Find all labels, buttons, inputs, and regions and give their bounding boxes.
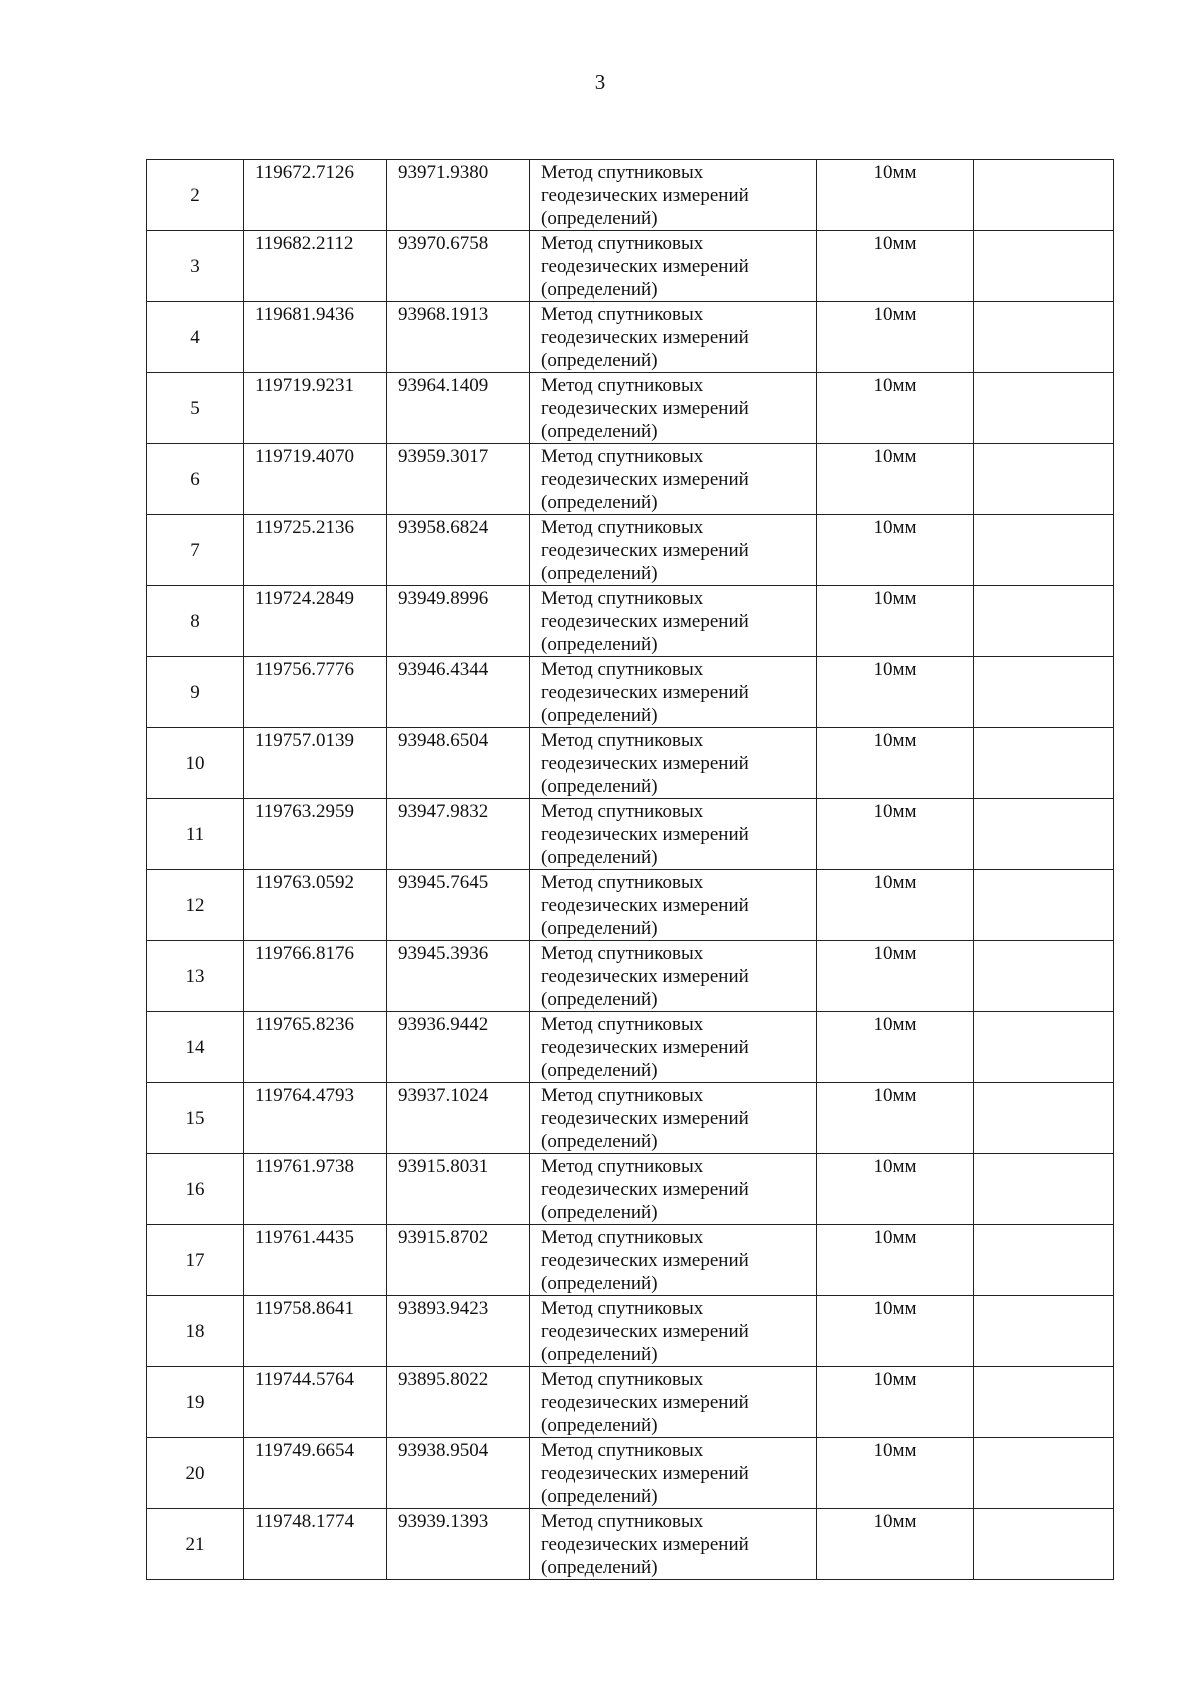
y-coordinate-cell: 93915.8702 bbox=[387, 1225, 530, 1296]
accuracy-cell: 10мм bbox=[817, 941, 974, 1012]
method-line: (определений) bbox=[541, 1273, 658, 1294]
method-line: Метод спутниковых bbox=[541, 1156, 704, 1177]
accuracy-cell: 10мм bbox=[817, 657, 974, 728]
accuracy-cell: 10мм bbox=[817, 1083, 974, 1154]
note-cell bbox=[974, 1012, 1114, 1083]
x-coordinate-cell: 119761.4435 bbox=[244, 1225, 387, 1296]
accuracy-cell: 10мм bbox=[817, 1367, 974, 1438]
x-coordinate-cell: 119748.1774 bbox=[244, 1509, 387, 1580]
note-cell bbox=[974, 302, 1114, 373]
x-coordinate-cell: 119672.7126 bbox=[244, 160, 387, 231]
note-cell bbox=[974, 941, 1114, 1012]
x-coordinate-cell: 119719.4070 bbox=[244, 444, 387, 515]
table-row bbox=[147, 1012, 1114, 1083]
coordinates-table-body bbox=[147, 160, 1114, 1580]
y-coordinate-cell: 93937.1024 bbox=[387, 1083, 530, 1154]
method-line: геодезических измерений bbox=[541, 398, 749, 419]
method-line: Метод спутниковых bbox=[541, 943, 704, 964]
y-coordinate-cell: 93938.9504 bbox=[387, 1438, 530, 1509]
method-line: (определений) bbox=[541, 1060, 658, 1081]
method-line: Метод спутниковых bbox=[541, 1440, 704, 1461]
point-number-cell: 10 bbox=[147, 728, 244, 799]
point-number-cell: 11 bbox=[147, 799, 244, 870]
note-cell bbox=[974, 515, 1114, 586]
y-coordinate-cell: 93936.9442 bbox=[387, 1012, 530, 1083]
note-cell bbox=[974, 231, 1114, 302]
method-cell bbox=[530, 160, 817, 231]
point-number-cell: 16 bbox=[147, 1154, 244, 1225]
y-coordinate-cell: 93939.1393 bbox=[387, 1509, 530, 1580]
table-row bbox=[147, 302, 1114, 373]
x-coordinate-cell: 119719.9231 bbox=[244, 373, 387, 444]
accuracy-cell: 10мм bbox=[817, 302, 974, 373]
method-line: геодезических измерений bbox=[541, 327, 749, 348]
method-cell bbox=[530, 231, 817, 302]
note-cell bbox=[974, 1225, 1114, 1296]
method-cell bbox=[530, 444, 817, 515]
method-cell bbox=[530, 1438, 817, 1509]
table-row bbox=[147, 870, 1114, 941]
method-line: (определений) bbox=[541, 563, 658, 584]
method-cell bbox=[530, 657, 817, 728]
method-line: Метод спутниковых bbox=[541, 233, 704, 254]
x-coordinate-cell: 119766.8176 bbox=[244, 941, 387, 1012]
point-number-cell: 21 bbox=[147, 1509, 244, 1580]
point-number-cell: 5 bbox=[147, 373, 244, 444]
method-line: (определений) bbox=[541, 918, 658, 939]
method-cell bbox=[530, 1083, 817, 1154]
method-line: геодезических измерений bbox=[541, 1108, 749, 1129]
method-line: геодезических измерений bbox=[541, 1392, 749, 1413]
method-line: геодезических измерений bbox=[541, 1037, 749, 1058]
y-coordinate-cell: 93895.8022 bbox=[387, 1367, 530, 1438]
method-line: (определений) bbox=[541, 350, 658, 371]
table-row bbox=[147, 1509, 1114, 1580]
y-coordinate-cell: 93964.1409 bbox=[387, 373, 530, 444]
note-cell bbox=[974, 1367, 1114, 1438]
table-row bbox=[147, 941, 1114, 1012]
point-number-cell: 12 bbox=[147, 870, 244, 941]
accuracy-cell: 10мм bbox=[817, 515, 974, 586]
method-line: (определений) bbox=[541, 1344, 658, 1365]
method-line: (определений) bbox=[541, 847, 658, 868]
accuracy-cell: 10мм bbox=[817, 1225, 974, 1296]
method-line: Метод спутниковых bbox=[541, 1227, 704, 1248]
method-cell bbox=[530, 515, 817, 586]
table-row bbox=[147, 373, 1114, 444]
method-line: Метод спутниковых bbox=[541, 1014, 704, 1035]
method-line: (определений) bbox=[541, 492, 658, 513]
y-coordinate-cell: 93959.3017 bbox=[387, 444, 530, 515]
method-line: (определений) bbox=[541, 776, 658, 797]
method-cell bbox=[530, 373, 817, 444]
note-cell bbox=[974, 728, 1114, 799]
method-line: геодезических измерений bbox=[541, 185, 749, 206]
note-cell bbox=[974, 1296, 1114, 1367]
method-line: геодезических измерений bbox=[541, 540, 749, 561]
x-coordinate-cell: 119749.6654 bbox=[244, 1438, 387, 1509]
method-line: геодезических измерений bbox=[541, 256, 749, 277]
point-number-cell: 9 bbox=[147, 657, 244, 728]
method-cell bbox=[530, 302, 817, 373]
x-coordinate-cell: 119761.9738 bbox=[244, 1154, 387, 1225]
table-row bbox=[147, 231, 1114, 302]
y-coordinate-cell: 93893.9423 bbox=[387, 1296, 530, 1367]
method-line: Метод спутниковых bbox=[541, 375, 704, 396]
y-coordinate-cell: 93945.7645 bbox=[387, 870, 530, 941]
x-coordinate-cell: 119725.2136 bbox=[244, 515, 387, 586]
method-line: геодезических измерений bbox=[541, 469, 749, 490]
method-line: Метод спутниковых bbox=[541, 872, 704, 893]
x-coordinate-cell: 119763.2959 bbox=[244, 799, 387, 870]
method-cell bbox=[530, 1012, 817, 1083]
table-row bbox=[147, 1083, 1114, 1154]
point-number-cell: 6 bbox=[147, 444, 244, 515]
table-row bbox=[147, 1154, 1114, 1225]
method-line: (определений) bbox=[541, 279, 658, 300]
table-row bbox=[147, 160, 1114, 231]
method-line: Метод спутниковых bbox=[541, 162, 704, 183]
table-row bbox=[147, 1438, 1114, 1509]
accuracy-cell: 10мм bbox=[817, 1296, 974, 1367]
method-cell bbox=[530, 799, 817, 870]
method-line: (определений) bbox=[541, 421, 658, 442]
method-cell bbox=[530, 1154, 817, 1225]
accuracy-cell: 10мм bbox=[817, 1154, 974, 1225]
method-line: геодезических измерений bbox=[541, 966, 749, 987]
method-line: Метод спутниковых bbox=[541, 446, 704, 467]
method-line: геодезических измерений bbox=[541, 1179, 749, 1200]
method-line: геодезических измерений bbox=[541, 753, 749, 774]
x-coordinate-cell: 119682.2112 bbox=[244, 231, 387, 302]
method-line: (определений) bbox=[541, 1131, 658, 1152]
x-coordinate-cell: 119744.5764 bbox=[244, 1367, 387, 1438]
point-number-cell: 17 bbox=[147, 1225, 244, 1296]
table-row bbox=[147, 799, 1114, 870]
point-number-cell: 18 bbox=[147, 1296, 244, 1367]
accuracy-cell: 10мм bbox=[817, 870, 974, 941]
point-number-cell: 19 bbox=[147, 1367, 244, 1438]
page-number: 3 bbox=[594, 70, 606, 94]
method-line: (определений) bbox=[541, 989, 658, 1010]
coordinates-table bbox=[146, 159, 1114, 1580]
method-line: Метод спутниковых bbox=[541, 1085, 704, 1106]
accuracy-cell: 10мм bbox=[817, 160, 974, 231]
accuracy-cell: 10мм bbox=[817, 799, 974, 870]
method-line: Метод спутниковых bbox=[541, 1298, 704, 1319]
method-line: геодезических измерений bbox=[541, 1534, 749, 1555]
point-number-cell: 4 bbox=[147, 302, 244, 373]
method-line: (определений) bbox=[541, 1415, 658, 1436]
note-cell bbox=[974, 1154, 1114, 1225]
point-number-cell: 7 bbox=[147, 515, 244, 586]
note-cell bbox=[974, 1438, 1114, 1509]
note-cell bbox=[974, 160, 1114, 231]
method-line: (определений) bbox=[541, 1557, 658, 1578]
note-cell bbox=[974, 870, 1114, 941]
table-row bbox=[147, 1225, 1114, 1296]
accuracy-cell: 10мм bbox=[817, 1509, 974, 1580]
method-cell bbox=[530, 941, 817, 1012]
y-coordinate-cell: 93970.6758 bbox=[387, 231, 530, 302]
note-cell bbox=[974, 444, 1114, 515]
method-line: Метод спутниковых bbox=[541, 1511, 704, 1532]
method-line: Метод спутниковых bbox=[541, 588, 704, 609]
table-row bbox=[147, 657, 1114, 728]
y-coordinate-cell: 93945.3936 bbox=[387, 941, 530, 1012]
accuracy-cell: 10мм bbox=[817, 1012, 974, 1083]
x-coordinate-cell: 119681.9436 bbox=[244, 302, 387, 373]
y-coordinate-cell: 93948.6504 bbox=[387, 728, 530, 799]
accuracy-cell: 10мм bbox=[817, 1438, 974, 1509]
accuracy-cell: 10мм bbox=[817, 728, 974, 799]
note-cell bbox=[974, 657, 1114, 728]
x-coordinate-cell: 119724.2849 bbox=[244, 586, 387, 657]
point-number-cell: 8 bbox=[147, 586, 244, 657]
method-cell bbox=[530, 1296, 817, 1367]
method-cell bbox=[530, 728, 817, 799]
accuracy-cell: 10мм bbox=[817, 373, 974, 444]
x-coordinate-cell: 119757.0139 bbox=[244, 728, 387, 799]
note-cell bbox=[974, 1083, 1114, 1154]
method-line: геодезических измерений bbox=[541, 895, 749, 916]
method-cell bbox=[530, 870, 817, 941]
method-line: Метод спутниковых bbox=[541, 801, 704, 822]
table-row bbox=[147, 444, 1114, 515]
point-number-cell: 13 bbox=[147, 941, 244, 1012]
point-number-cell: 15 bbox=[147, 1083, 244, 1154]
accuracy-cell: 10мм bbox=[817, 586, 974, 657]
y-coordinate-cell: 93971.9380 bbox=[387, 160, 530, 231]
method-cell bbox=[530, 1225, 817, 1296]
method-cell bbox=[530, 1367, 817, 1438]
method-cell bbox=[530, 586, 817, 657]
table-row bbox=[147, 515, 1114, 586]
note-cell bbox=[974, 1509, 1114, 1580]
method-line: геодезических измерений bbox=[541, 1250, 749, 1271]
table-row bbox=[147, 728, 1114, 799]
method-line: геодезических измерений bbox=[541, 1321, 749, 1342]
method-line: геодезических измерений bbox=[541, 682, 749, 703]
y-coordinate-cell: 93946.4344 bbox=[387, 657, 530, 728]
x-coordinate-cell: 119756.7776 bbox=[244, 657, 387, 728]
method-line: геодезических измерений bbox=[541, 1463, 749, 1484]
method-line: (определений) bbox=[541, 634, 658, 655]
method-line: геодезических измерений bbox=[541, 824, 749, 845]
accuracy-cell: 10мм bbox=[817, 231, 974, 302]
accuracy-cell: 10мм bbox=[817, 444, 974, 515]
method-line: Метод спутниковых bbox=[541, 730, 704, 751]
table-row bbox=[147, 1296, 1114, 1367]
method-line: геодезических измерений bbox=[541, 611, 749, 632]
x-coordinate-cell: 119765.8236 bbox=[244, 1012, 387, 1083]
y-coordinate-cell: 93947.9832 bbox=[387, 799, 530, 870]
table-row bbox=[147, 586, 1114, 657]
method-line: (определений) bbox=[541, 1486, 658, 1507]
note-cell bbox=[974, 373, 1114, 444]
y-coordinate-cell: 93968.1913 bbox=[387, 302, 530, 373]
method-line: (определений) bbox=[541, 208, 658, 229]
method-line: (определений) bbox=[541, 705, 658, 726]
table-row bbox=[147, 1367, 1114, 1438]
method-line: Метод спутниковых bbox=[541, 659, 704, 680]
method-line: Метод спутниковых bbox=[541, 517, 704, 538]
y-coordinate-cell: 93949.8996 bbox=[387, 586, 530, 657]
point-number-cell: 2 bbox=[147, 160, 244, 231]
note-cell bbox=[974, 586, 1114, 657]
method-cell bbox=[530, 1509, 817, 1580]
method-line: Метод спутниковых bbox=[541, 1369, 704, 1390]
point-number-cell: 14 bbox=[147, 1012, 244, 1083]
y-coordinate-cell: 93915.8031 bbox=[387, 1154, 530, 1225]
x-coordinate-cell: 119758.8641 bbox=[244, 1296, 387, 1367]
point-number-cell: 20 bbox=[147, 1438, 244, 1509]
method-line: (определений) bbox=[541, 1202, 658, 1223]
y-coordinate-cell: 93958.6824 bbox=[387, 515, 530, 586]
x-coordinate-cell: 119764.4793 bbox=[244, 1083, 387, 1154]
point-number-cell: 3 bbox=[147, 231, 244, 302]
method-line: Метод спутниковых bbox=[541, 304, 704, 325]
note-cell bbox=[974, 799, 1114, 870]
x-coordinate-cell: 119763.0592 bbox=[244, 870, 387, 941]
